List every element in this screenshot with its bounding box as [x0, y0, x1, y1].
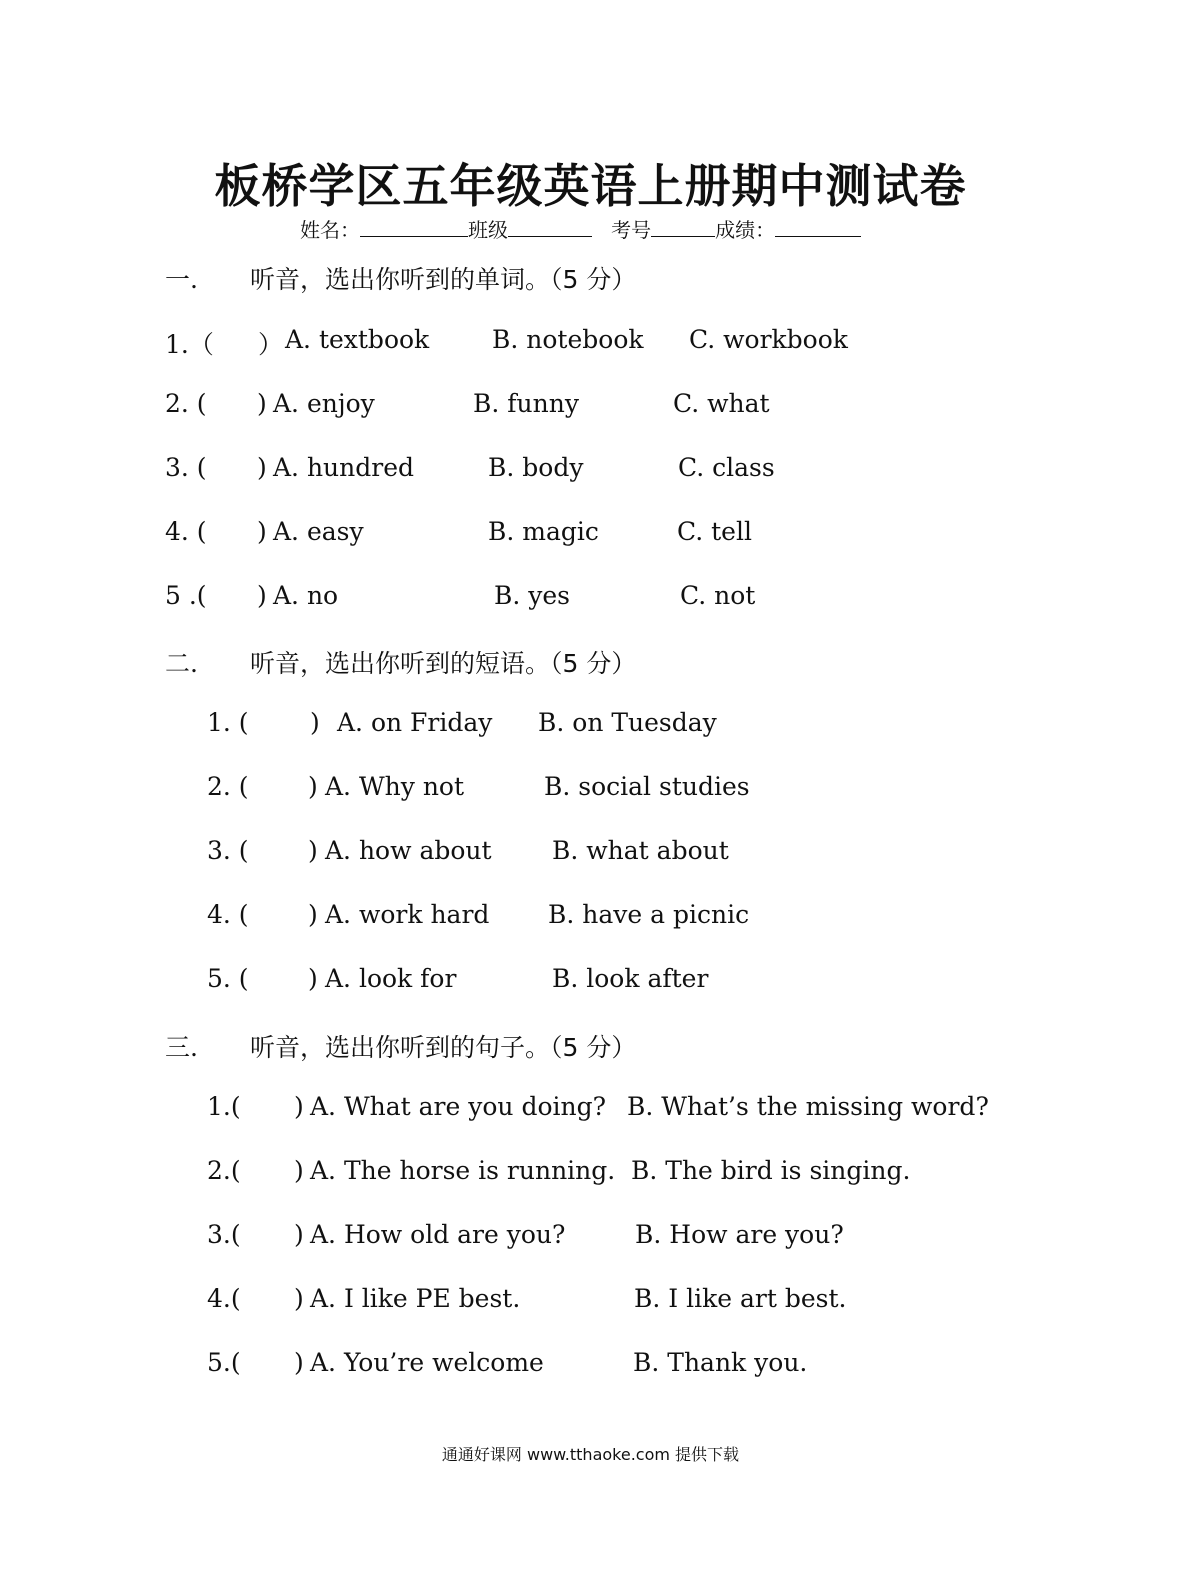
number-label: 考号	[611, 218, 652, 242]
question-number: 1.(	[207, 1092, 241, 1121]
option-b: B. yes	[494, 581, 571, 610]
answer-paren[interactable]: )	[294, 1220, 304, 1249]
option-c: C. not	[680, 581, 756, 610]
option-a: A. enjoy	[273, 389, 375, 418]
option-a: A. Why not	[325, 772, 465, 801]
option-c: C. what	[673, 389, 770, 418]
section-number: 三.	[165, 1033, 198, 1062]
page-title: 板桥学区五年级英语上册期中测试卷	[214, 159, 967, 213]
option-a: A. You’re welcome	[310, 1348, 544, 1377]
option-b: B. have a picnic	[548, 900, 750, 929]
class-label: 班级	[468, 218, 508, 242]
answer-paren[interactable]: )	[257, 517, 267, 546]
option-b: B. on Tuesday	[538, 708, 717, 737]
question-number: 4.(	[207, 1284, 241, 1313]
option-b: B. social studies	[544, 772, 750, 801]
question-number: 4. (	[165, 517, 207, 546]
answer-paren[interactable]: )	[294, 1284, 304, 1313]
option-a: A. how about	[325, 836, 492, 865]
class-blank[interactable]	[508, 218, 592, 237]
section-instruction: 听音，选出你听到的短语。（5 分）	[250, 649, 637, 678]
answer-paren[interactable]: )	[308, 836, 318, 865]
option-a: A. What are you doing?	[310, 1092, 607, 1121]
name-blank[interactable]	[360, 218, 468, 237]
answer-paren[interactable]: )	[308, 964, 318, 993]
option-b: B. what about	[552, 836, 729, 865]
option-b: B. How are you?	[635, 1220, 844, 1249]
answer-paren[interactable]: )	[308, 772, 318, 801]
section-number: 二.	[165, 649, 198, 678]
option-a: A. How old are you?	[310, 1220, 566, 1249]
question-number: 5. (	[207, 964, 249, 993]
option-b: B. look after	[552, 964, 709, 993]
name-label: 姓名：	[300, 218, 360, 242]
section-number: 一.	[165, 265, 198, 294]
number-blank[interactable]	[651, 218, 715, 237]
answer-paren[interactable]: ）	[258, 330, 284, 359]
score-label: 成绩：	[715, 218, 776, 242]
option-b: B. The bird is singing.	[631, 1156, 911, 1185]
question-number: 3.(	[207, 1220, 241, 1249]
question-number: 2. (	[165, 389, 207, 418]
section-instruction: 听音，选出你听到的单词。（5 分）	[250, 265, 637, 294]
option-a: A. textbook	[285, 325, 430, 354]
option-a: A. The horse is running.	[310, 1156, 616, 1185]
option-a: A. on Friday	[337, 708, 493, 737]
option-b: B. What’s the missing word?	[627, 1092, 989, 1121]
question-number: 1. (	[207, 708, 249, 737]
answer-paren[interactable]: )	[257, 389, 267, 418]
answer-paren[interactable]: )	[294, 1348, 304, 1377]
question-number: 2.(	[207, 1156, 241, 1185]
option-b: B. Thank you.	[633, 1348, 808, 1377]
option-a: A. work hard	[325, 900, 490, 929]
question-number: 3. (	[165, 453, 207, 482]
section-instruction: 听音，选出你听到的句子。（5 分）	[250, 1033, 637, 1062]
answer-paren[interactable]: )	[308, 900, 318, 929]
option-a: A. no	[273, 581, 339, 610]
option-b: B. magic	[488, 517, 599, 546]
question-number: 3. (	[207, 836, 249, 865]
answer-paren[interactable]: )	[257, 453, 267, 482]
option-a: A. easy	[273, 517, 364, 546]
answer-paren[interactable]: )	[294, 1156, 304, 1185]
question-number: 1.（	[165, 330, 214, 359]
option-c: C. class	[678, 453, 775, 482]
option-c: C. tell	[677, 517, 752, 546]
option-a: A. hundred	[273, 453, 415, 482]
option-a: A. I like PE best.	[310, 1284, 521, 1313]
question-number: 4. (	[207, 900, 249, 929]
question-number: 5 .(	[165, 581, 207, 610]
footer-source: 通通好课网 www.tthaoke.com 提供下载	[441, 1445, 740, 1464]
option-c: C. workbook	[689, 325, 848, 354]
answer-paren[interactable]: )	[294, 1092, 304, 1121]
option-b: B. notebook	[492, 325, 644, 354]
question-number: 2. (	[207, 772, 249, 801]
option-b: B. I like art best.	[634, 1284, 847, 1313]
option-b: B. funny	[473, 389, 579, 418]
option-b: B. body	[488, 453, 584, 482]
option-a: A. look for	[325, 964, 457, 993]
student-info-line	[300, 214, 861, 243]
question-number: 5.(	[207, 1348, 241, 1377]
answer-paren[interactable]: )	[257, 581, 267, 610]
answer-paren[interactable]: )	[310, 708, 320, 737]
score-blank[interactable]	[775, 218, 861, 237]
